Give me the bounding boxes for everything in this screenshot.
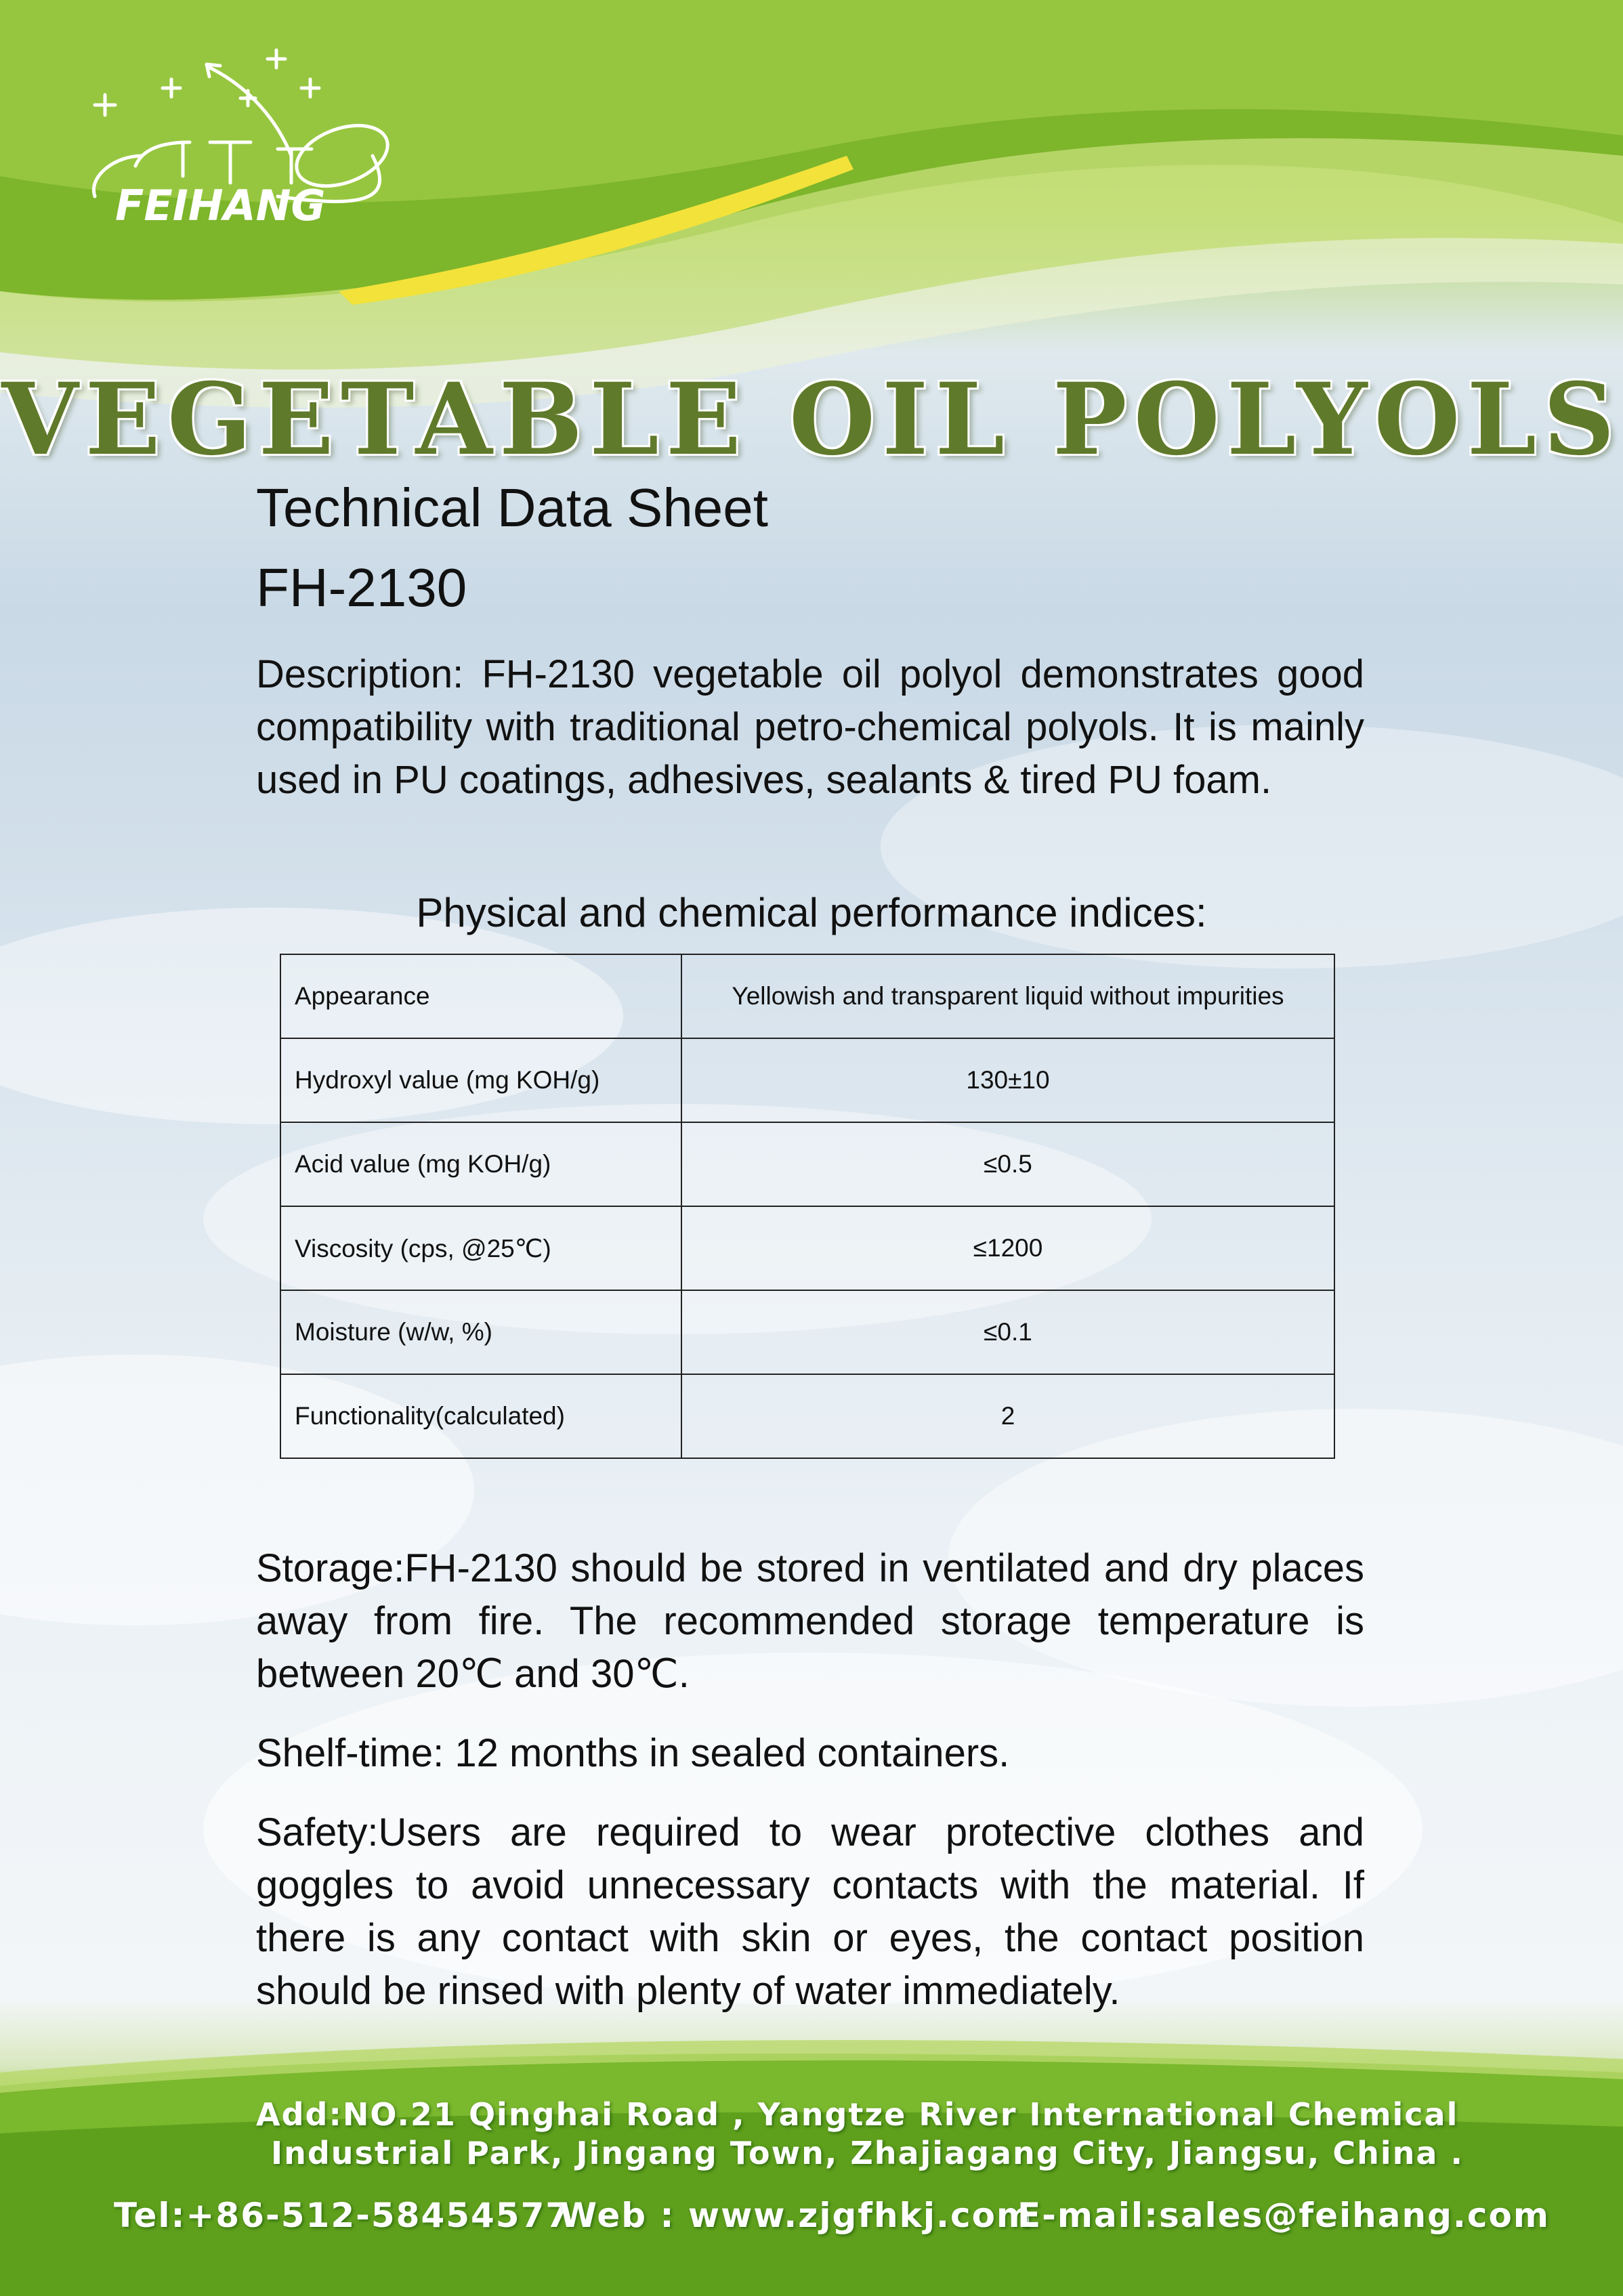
footer-address-line1: Add:NO.21 Qinghai Road , Yangtze River International Chemical bbox=[256, 2096, 1459, 2133]
property-cell: Acid value (mg KOH/g) bbox=[280, 1122, 681, 1206]
table-row bbox=[280, 1122, 1334, 1206]
safety-text: Safety:Users are required to wear protective clothes and goggles to avoid unnecessary contacts with the material. If there is any contact with skin or eyes, the contact position should be rinsed with plenty of water immediately. bbox=[256, 1810, 1364, 2013]
value-cell: ≤0.1 bbox=[681, 1290, 1334, 1374]
logo-icon bbox=[75, 41, 413, 237]
shelf-time-text: Shelf-time: 12 months in sealed containers. bbox=[256, 1731, 1010, 1775]
table-row bbox=[280, 1038, 1334, 1122]
product-code: FH-2130 bbox=[256, 557, 467, 618]
table-row bbox=[280, 1206, 1334, 1290]
table-heading: Physical and chemical performance indices: bbox=[416, 890, 1207, 935]
footer-tel: Tel:+86-512-58454577 bbox=[114, 2196, 571, 2235]
property-cell: Appearance bbox=[280, 954, 681, 1038]
value-cell: 130±10 bbox=[681, 1038, 1334, 1122]
property-cell: Viscosity (cps, @25℃) bbox=[280, 1206, 681, 1290]
value-cell: Yellowish and transparent liquid without impurities bbox=[681, 954, 1334, 1038]
value-cell: 2 bbox=[681, 1374, 1334, 1458]
document-subtitle: Technical Data Sheet bbox=[256, 477, 769, 538]
property-cell: Functionality(calculated) bbox=[280, 1374, 681, 1458]
storage-text: Storage:FH-2130 should be stored in ventilated and dry places away from fire. The recommended storage temperature is between 20℃ and 30℃. bbox=[256, 1546, 1364, 1696]
table-row bbox=[280, 954, 1334, 1038]
footer-address-line2: Industrial Park, Jingang Town, Zhajiagang City, Jiangsu, China . bbox=[271, 2135, 1464, 2171]
feihang-logo bbox=[75, 41, 413, 237]
property-cell: Moisture (w/w, %) bbox=[280, 1290, 681, 1374]
footer-email-link[interactable]: E-mail:sales@feihang.com bbox=[1017, 2196, 1550, 2235]
page-title: VEGETABLE OIL POLYOLS bbox=[1, 362, 1622, 477]
value-cell: ≤1200 bbox=[681, 1206, 1334, 1290]
value-cell: ≤0.5 bbox=[681, 1122, 1334, 1206]
footer-web-link[interactable]: Web : www.zjgfhkj.com bbox=[560, 2196, 1034, 2235]
property-cell: Hydroxyl value (mg KOH/g) bbox=[280, 1038, 681, 1122]
specifications-table bbox=[280, 954, 1335, 1459]
table-row bbox=[280, 1374, 1334, 1458]
description-text: Description: FH-2130 vegetable oil polyol demonstrates good compatibility with traditional petro-chemical polyols. It is mainly used in PU coatings, adhesives, sealants & tired PU foam. bbox=[256, 652, 1364, 802]
logo-text: FEIHANG bbox=[115, 181, 326, 230]
table-row bbox=[280, 1290, 1334, 1374]
